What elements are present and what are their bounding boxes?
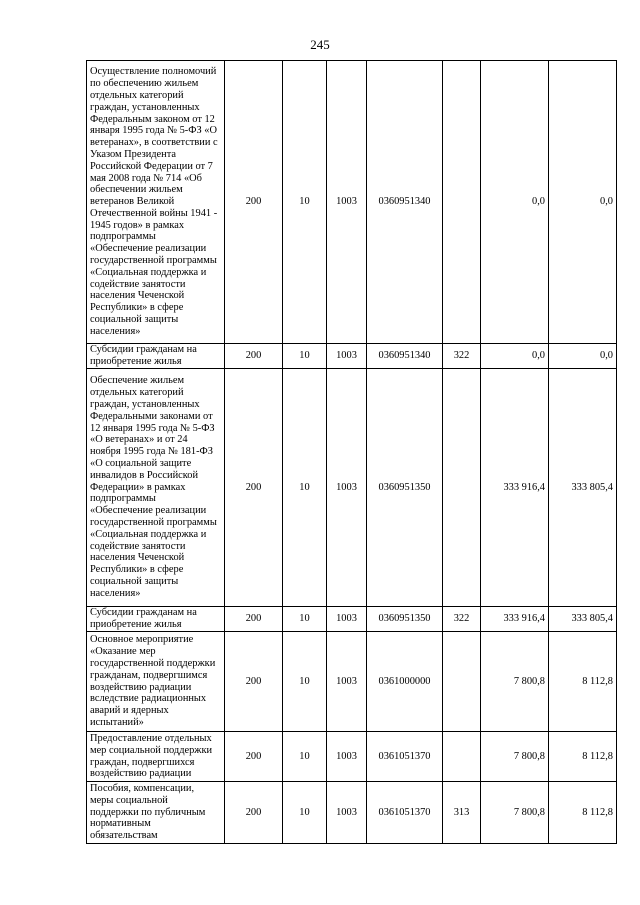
- target-code: 0360951340: [367, 61, 443, 344]
- amount-1: 7 800,8: [481, 782, 549, 844]
- ministry-code: 200: [225, 632, 283, 732]
- expense-type-code: [443, 732, 481, 782]
- ministry-code: 200: [225, 344, 283, 369]
- section-code: 10: [283, 732, 327, 782]
- expense-type-code: [443, 632, 481, 732]
- row-description: Субсидии гражданам на приобретение жилья: [87, 607, 225, 632]
- table-row: [87, 782, 617, 844]
- amount-1: 7 800,8: [481, 732, 549, 782]
- target-code: 0361000000: [367, 632, 443, 732]
- row-description: Субсидии гражданам на приобретение жилья: [87, 344, 225, 369]
- ministry-code: 200: [225, 732, 283, 782]
- table-row: [87, 369, 617, 607]
- section-code: 10: [283, 607, 327, 632]
- row-description: Основное мероприятие «Оказание мер государственной поддержки гражданам, подвергшимся воздействию радиации вследствие радиационных аварий и ядерных испытаний»: [87, 632, 225, 732]
- ministry-code: 200: [225, 607, 283, 632]
- table-row: [87, 344, 617, 369]
- target-code: 0360951350: [367, 607, 443, 632]
- section-code: 10: [283, 782, 327, 844]
- subsection-code: 1003: [327, 61, 367, 344]
- ministry-code: 200: [225, 61, 283, 344]
- amount-1: 0,0: [481, 344, 549, 369]
- amount-2: 8 112,8: [549, 632, 617, 732]
- expense-type-code: [443, 61, 481, 344]
- amount-2: 333 805,4: [549, 607, 617, 632]
- amount-2: 8 112,8: [549, 782, 617, 844]
- target-code: 0360951340: [367, 344, 443, 369]
- expense-type-code: 322: [443, 607, 481, 632]
- row-description: Обеспечение жильем отдельных категорий граждан, установленных Федеральными законами от 12 января 1995 года № 5-ФЗ «О ветеранах» и от 24 ноября 1995 года № 181-ФЗ «О социальной защите инвалидов в Российской Федерации» в рамках подпрограммы «Обеспечение реализации государственной программы «Социальная поддержка и содействие занятости населения Чеченской Республики» в сфере социальной защиты населения»: [87, 369, 225, 607]
- amount-1: 333 916,4: [481, 607, 549, 632]
- ministry-code: 200: [225, 782, 283, 844]
- row-description: Предоставление отдельных мер социальной поддержки граждан, подвергшихся воздействию радиации: [87, 732, 225, 782]
- row-description: Осуществление полномочий по обеспечению жильем отдельных категорий граждан, установленных Федеральным законом от 12 января 1995 года № 5-ФЗ «О ветеранах», в соответствии с Указом Президента Российской Федерации от 7 мая 2008 года № 714 «Об обеспечении жильем ветеранов Великой Отечественной войны 1941 - 1945 годов» в рамках подпрограммы «Обеспечение реализации государственной программы «Социальная поддержка и содействие занятости населения Чеченской Республики» в сфере социальной защиты населения»: [87, 61, 225, 344]
- subsection-code: 1003: [327, 369, 367, 607]
- section-code: 10: [283, 369, 327, 607]
- ministry-code: 200: [225, 369, 283, 607]
- expense-type-code: 313: [443, 782, 481, 844]
- amount-2: 0,0: [549, 61, 617, 344]
- section-code: 10: [283, 61, 327, 344]
- page-number: 245: [310, 37, 330, 52]
- amount-2: 0,0: [549, 344, 617, 369]
- table-row: [87, 607, 617, 632]
- subsection-code: 1003: [327, 632, 367, 732]
- amount-1: 333 916,4: [481, 369, 549, 607]
- amount-2: 8 112,8: [549, 732, 617, 782]
- table-row: [87, 61, 617, 344]
- expense-type-code: 322: [443, 344, 481, 369]
- table-row: [87, 632, 617, 732]
- amount-1: 7 800,8: [481, 632, 549, 732]
- target-code: 0361051370: [367, 782, 443, 844]
- subsection-code: 1003: [327, 782, 367, 844]
- row-description: Пособия, компенсации, меры социальной поддержки по публичным нормативным обязательствам: [87, 782, 225, 844]
- section-code: 10: [283, 632, 327, 732]
- table-row: [87, 732, 617, 782]
- subsection-code: 1003: [327, 344, 367, 369]
- subsection-code: 1003: [327, 607, 367, 632]
- expense-type-code: [443, 369, 481, 607]
- subsection-code: 1003: [327, 732, 367, 782]
- amount-1: 0,0: [481, 61, 549, 344]
- target-code: 0361051370: [367, 732, 443, 782]
- budget-table: [86, 60, 617, 844]
- target-code: 0360951350: [367, 369, 443, 607]
- amount-2: 333 805,4: [549, 369, 617, 607]
- section-code: 10: [283, 344, 327, 369]
